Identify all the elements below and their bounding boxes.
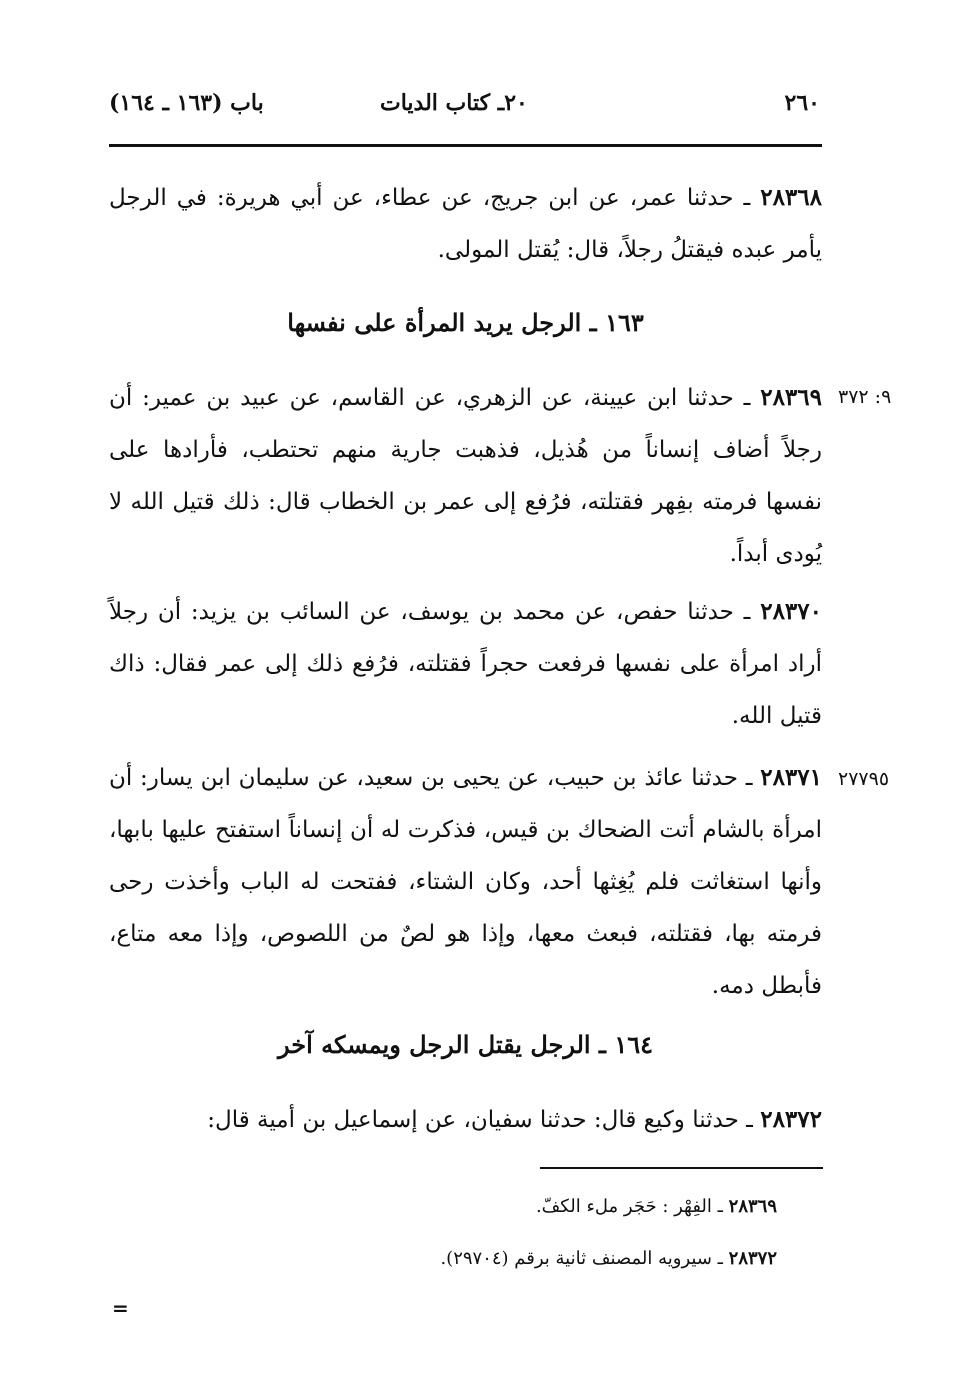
- footnote-number: ٢٨٣٦٩: [728, 1196, 777, 1217]
- hadith-28372: [109, 1094, 822, 1146]
- footnote-text: ـ الفِهْر : حَجَر ملء الكفّ.: [535, 1196, 723, 1217]
- hadith-28371: [109, 752, 822, 1012]
- book-title: ٢٠ـ كتاب الديات: [380, 90, 528, 116]
- hadith-text: ـ حدثنا عمر، عن ابن جريج، عن عطاء، عن أبي هريرة: في الرجل يأمر عبده فيقتلُ رجلاً، قال: يُقتل المولى.: [109, 185, 822, 263]
- hadith-number: ٢٨٣٧٢: [760, 1106, 822, 1133]
- hadith-28370: [109, 586, 822, 742]
- footnote-divider: [540, 1167, 823, 1169]
- chapter-heading-164: ١٦٤ ـ الرجل يقتل الرجل ويمسكه آخر: [278, 1030, 653, 1059]
- hadith-number: ٢٨٣٧٠: [760, 598, 822, 625]
- footnote: [109, 1244, 777, 1274]
- hadith-number: ٢٨٣٧١: [760, 764, 822, 791]
- header-divider: [109, 144, 822, 147]
- hadith-text: ـ حدثنا ابن عيينة، عن الزهري، عن القاسم، عن عبيد بن عمير: أن رجلاً أضاف إنساناً من هُذيل، فذهبت جارية منهم تحتطب، فأرادها على نفسها فرمته بفِهر فقتلته، فرُفع إلى عمر بن الخطاب قال: ذلك قتيل الله لا يُودى أبداً.: [109, 385, 822, 567]
- hadith-text: ـ حدثنا عائذ بن حبيب، عن يحيى بن سعيد، عن سليمان ابن يسار: أن امرأة بالشام أتت الضحاك بن قيس، فذكرت له أن إنساناً استفتح عليها بابها، وأنها استغاثت فلم يُغِثها أحد، وكان الشتاء، ففتحت له الباب وأخذت رحى فرمته بها، فقتلته، فبعث معها، وإذا هو لصٌ من اللصوص، وإذا معه متاع، فأبطل دمه.: [109, 765, 822, 999]
- hadith-text: ـ حدثنا حفص، عن محمد بن يوسف، عن السائب بن يزيد: أن رجلاً أراد امرأة على نفسها فرفعت حجراً فقتلته، فرُفع ذلك إلى عمر فقال: ذاك قتيل الله.: [109, 599, 822, 729]
- margin-reference: ٢٧٧٩٥: [838, 768, 890, 790]
- footnote-number: ٢٨٣٧٢: [728, 1248, 777, 1269]
- hadith-number: ٢٨٣٦٩: [760, 384, 822, 411]
- hadith-text: ـ حدثنا وكيع قال: حدثنا سفيان، عن إسماعيل بن أمية قال:: [207, 1107, 753, 1133]
- chapter-heading-163: ١٦٣ ـ الرجل يريد المرأة على نفسها: [287, 308, 644, 337]
- hadith-28369: [109, 372, 822, 580]
- hadith-number: ٢٨٣٦٨: [760, 184, 822, 211]
- hadith-28368: [109, 172, 822, 276]
- chapter-range: باب (١٦٣ ـ ١٦٤): [109, 90, 264, 116]
- margin-reference: ٩: ٣٧٢: [838, 386, 892, 408]
- page-number: ٢٦٠: [784, 90, 820, 116]
- footnote: [109, 1192, 777, 1222]
- footnote-text: ـ سيرويه المصنف ثانية برقم (٢٩٧٠٤).: [440, 1248, 723, 1269]
- continuation-mark: =: [112, 1296, 129, 1320]
